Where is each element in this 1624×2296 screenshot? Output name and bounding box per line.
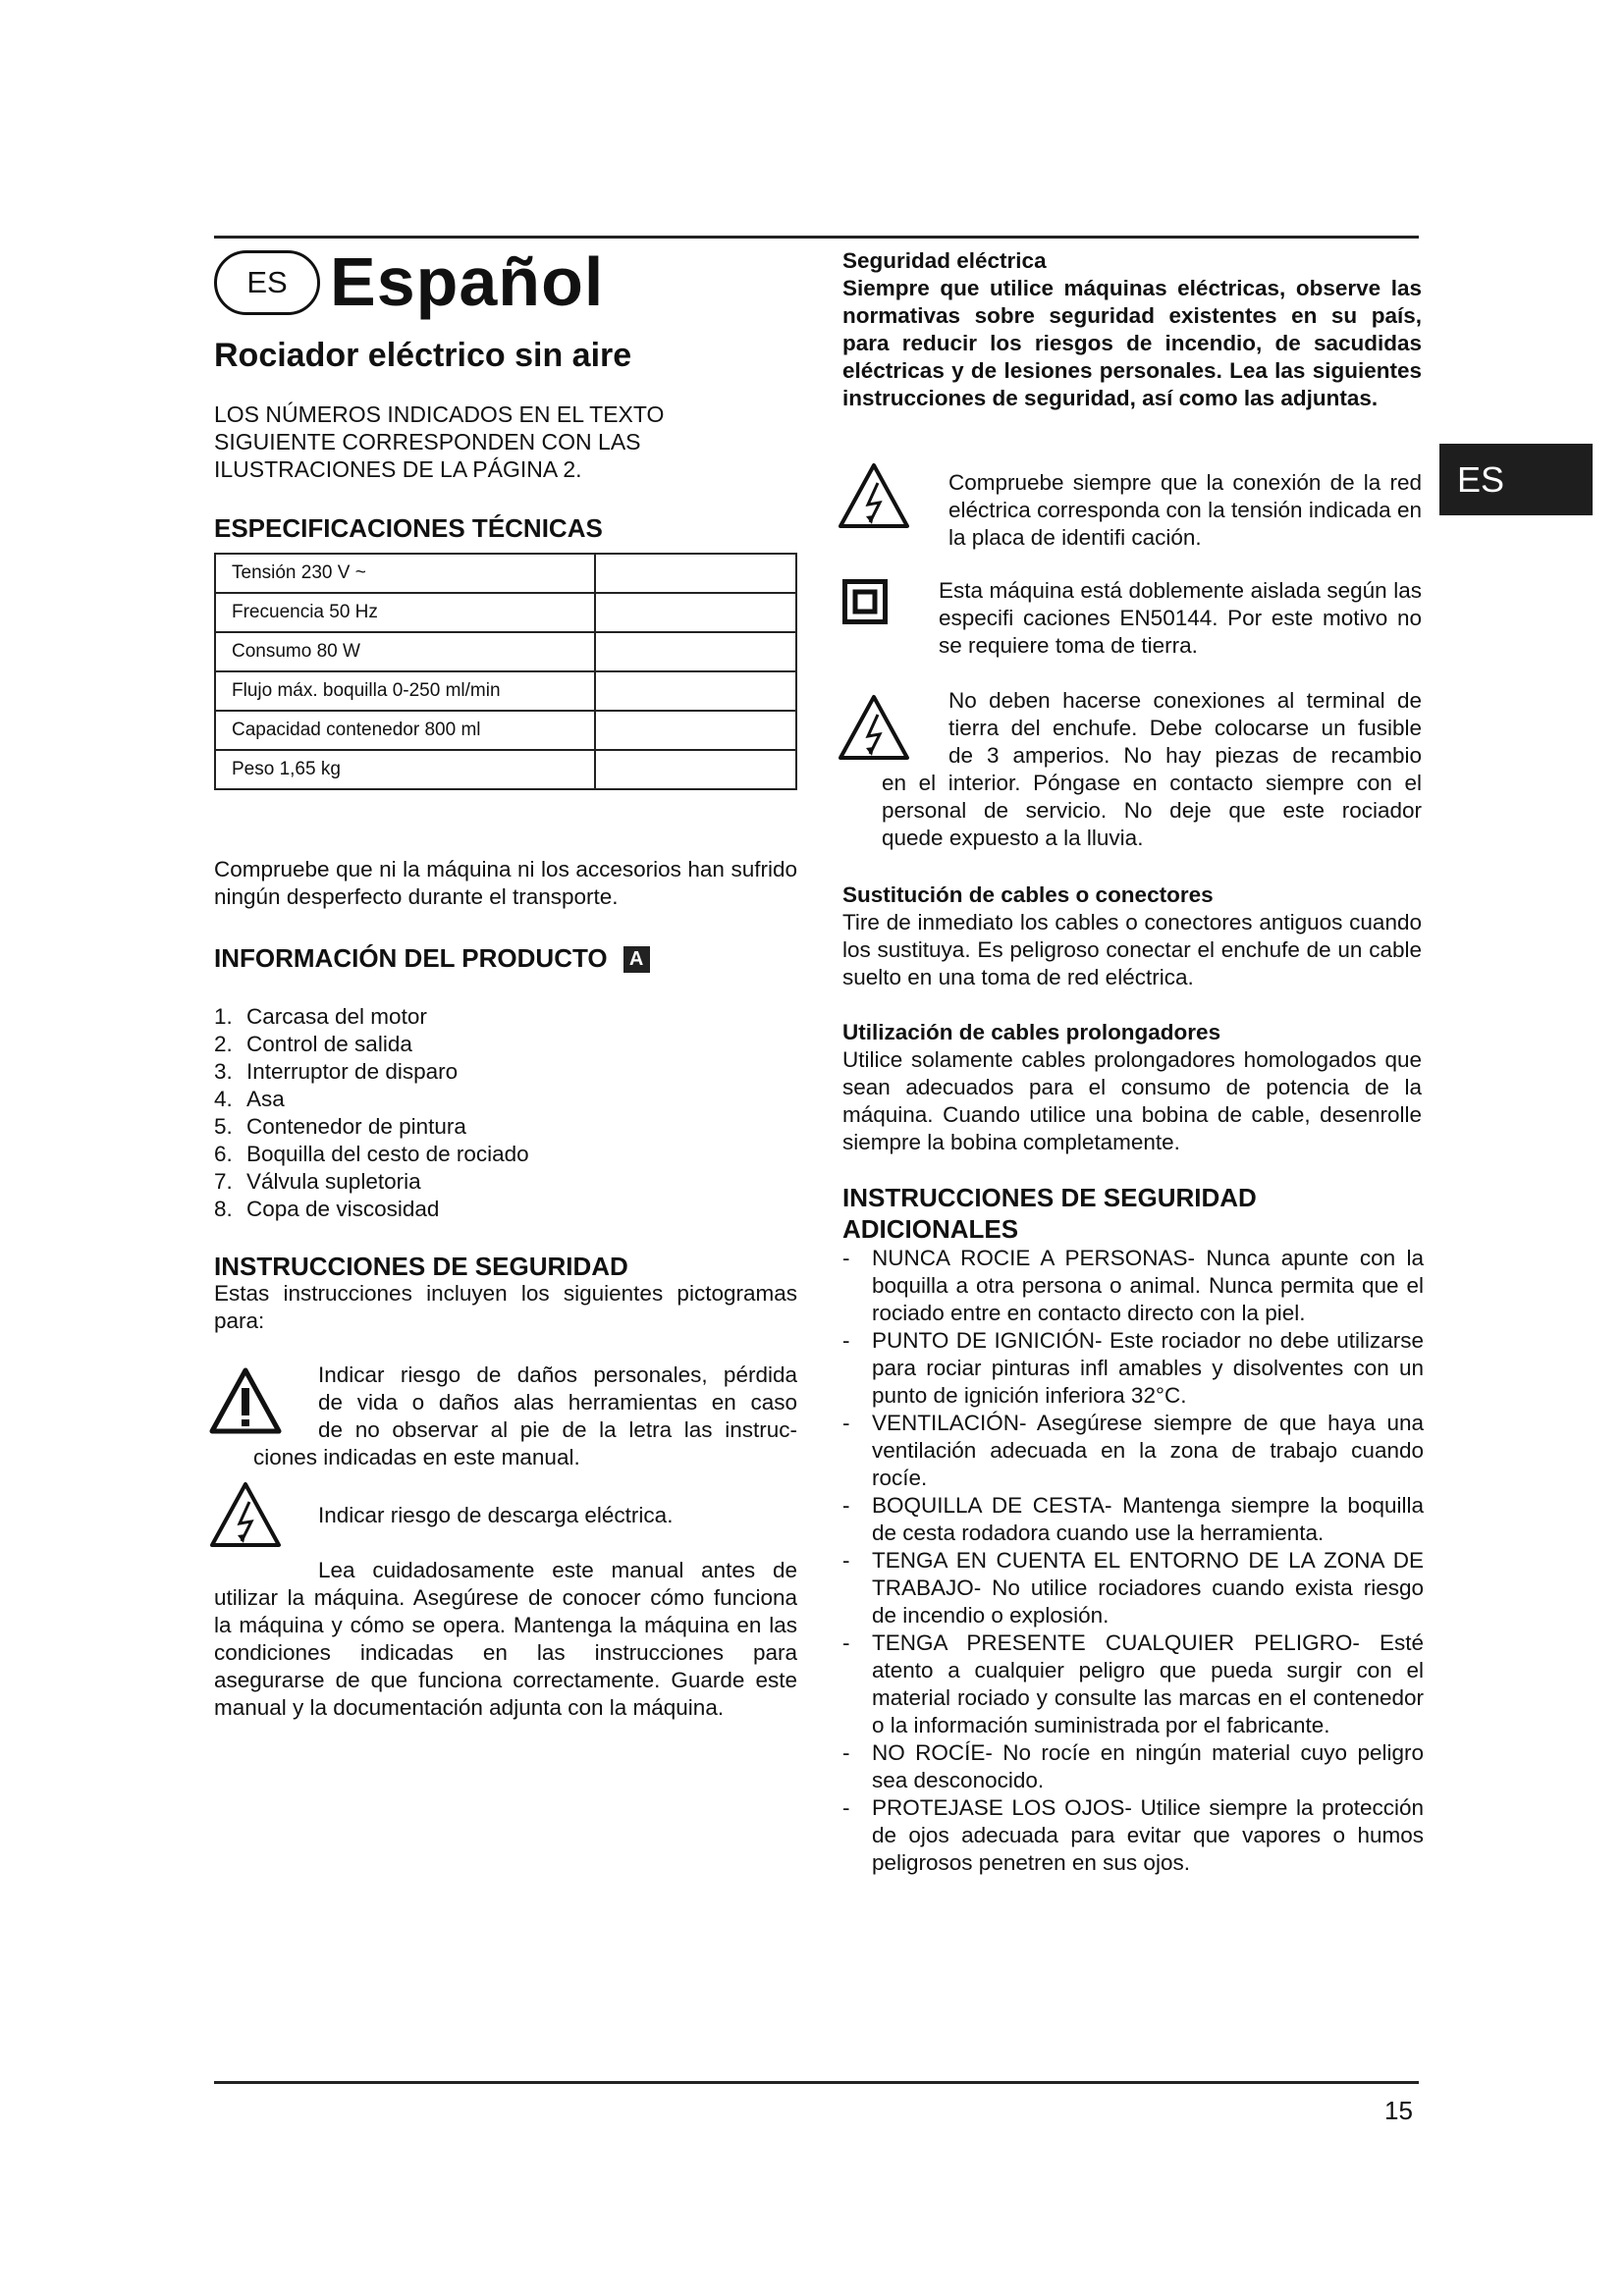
table-row [215,632,796,671]
electric-shock-icon [837,461,911,530]
warning-shock-text: Indicar riesgo de descarga eléctrica. [318,1503,674,1527]
intro-note: LOS NÚMEROS INDICADOS EN EL TEXTO SIGUIENTE CORRESPONDEN CON LAS ILUSTRACIONES DE LA PÁGINA 2. [214,401,665,482]
bottom-rule [214,2081,1419,2084]
table-row [215,711,796,750]
spec-cell: Capacidad contenedor 800 ml [215,711,595,750]
list-item: - PROTEJASE LOS OJOS- Utilice siempre la protección de ojos adecuada para evitar que vapores o humos peligrosos penetren en sus ojos. [842,1795,1424,1875]
spec-value-cell [595,711,796,750]
double-insulation-text: Esta máquina está doblemente aislada según las especifi caciones EN50144. Por este motivo no se requiere toma de tierra. [939,578,1422,658]
read-manual-text: Lea cuidadosamente este manual antes de utilizar la máquina. Asegúrese de conocer cómo funciona la máquina y cómo se opera. Mantenga la máquina en las condiciones indicadas en las instrucciones para asegurarse de que funciona correctamente. Guarde este manual y la documentación adjunta con la máquina. [214,1558,797,1720]
extension-text: Utilice solamente cables prolongadores homologados que sean adecuados para el consumo de potencia de la máquina. Cuando utilice una bobina de cable, desenrolle siempre la bobina completamente. [842,1047,1422,1154]
list-item: 4. Asa [214,1087,285,1111]
electrical-section [842,247,1422,412]
spec-value-cell [595,750,796,789]
list-item: - PUNTO DE IGNICIÓN- Este rociador no debe utilizarse para rociar pinturas infl amables y disolventes con un punto de ignición inferiora 32°C. [842,1328,1424,1408]
page-number: 15 [1384,2096,1413,2125]
spec-cell: Tensión 230 V ~ [215,554,595,593]
list-item: 5. Contenedor de pintura [214,1114,466,1139]
product-parts-list [214,1003,797,1223]
voltage-check-text: Compruebe siempre que la conexión de la red eléctrica corresponda con la tensión indicada en la placa de identifi cación. [948,470,1422,550]
page-title: Español [330,243,605,320]
spec-value-cell [595,593,796,632]
spec-value-cell [595,632,796,671]
page-subtitle: Rociador eléctrico sin aire [214,337,632,374]
additional-safety-section [842,1182,1424,1877]
table-row [215,671,796,711]
list-item: 6. Boquilla del cesto de rociado [214,1142,529,1166]
list-item: 3. Interruptor de disparo [214,1059,459,1084]
extension-heading: Utilización de cables prolongadores [842,1020,1221,1044]
table-row [215,554,796,593]
list-item: - VENTILACIÓN- Asegúrese siempre de que haya una ventilación adecuada en la zona de trabajo cuando rocíe. [842,1411,1424,1490]
list-item: - NO ROCÍE- No rocíe en ningún material cuyo peligro sea desconocido. [842,1740,1424,1792]
spec-cell: Consumo 80 W [215,632,595,671]
cables-heading: Sustitución de cables o conectores [842,882,1214,907]
specs-table [214,553,797,790]
electrical-intro: Siempre que utilice máquinas eléctricas, observe las normativas sobre seguridad existentes en su país, para reducir los riesgos de incendio, de sacudidas eléctricas y de lesiones personales. Lea las siguientes instrucciones de seguridad, así como las adjuntas. [842,276,1422,410]
product-info-heading: INFORMACIÓN DEL PRODUCTO A [214,942,650,974]
list-item: 1. Carcasa del motor [214,1004,427,1029]
electrical-heading: Seguridad eléctrica [842,248,1047,273]
figure-ref-badge: A [623,946,650,973]
list-item: - BOQUILLA DE CESTA- Mantenga siempre la boquilla de cesta rodadora cuando use la herramienta. [842,1493,1424,1545]
list-item: 2. Control de salida [214,1032,412,1056]
language-badge: ES [214,250,320,315]
spec-cell: Peso 1,65 kg [215,750,595,789]
list-item: 7. Válvula supletoria [214,1169,421,1194]
list-item: - TENGA EN CUENTA EL ENTORNO DE LA ZONA DE TRABAJO- No utilice rociadores cuando exista riesgo de incendio o explosión. [842,1548,1424,1628]
transport-note: Compruebe que ni la máquina ni los accesorios han sufrido ningún desperfecto durante el transporte. [214,857,797,909]
safety-intro: Estas instrucciones incluyen los siguientes pictogramas para: [214,1281,797,1333]
list-item: 8. Copa de viscosidad [214,1197,440,1221]
cables-section [842,881,1422,991]
electric-shock-icon [208,1480,283,1549]
additional-heading: INSTRUCCIONES DE SEGURIDAD ADICIONALES [842,1183,1257,1244]
earth-warning-text: No deben hacerse conexiones al terminal de tierra del enchufe. Debe colocarse un fusible de 3 amperios. No hay piezas de recambio en el interior. Póngase en contacto siempre con el personal de servicio. No deje que este rociador quede expuesto a la lluvia. [882,688,1422,850]
language-side-tab: ES [1439,444,1593,515]
spec-cell: Flujo máx. boquilla 0-250 ml/min [215,671,595,711]
cables-text: Tire de inmediato los cables o conectores antiguos cuando los sustituya. Es peligroso conectar el enchufe de un cable suelto en una toma de red eléctrica. [842,910,1422,989]
spec-value-cell [595,671,796,711]
safety-heading: INSTRUCCIONES DE SEGURIDAD [214,1252,628,1281]
specs-heading: ESPECIFICACIONES TÉCNICAS [214,513,603,543]
extension-section [842,1019,1422,1156]
spec-cell: Frecuencia 50 Hz [215,593,595,632]
spec-value-cell [595,554,796,593]
double-insulation-icon [842,579,888,624]
table-row [215,593,796,632]
table-row [215,750,796,789]
list-item: - TENGA PRESENTE CUALQUIER PELIGRO- Esté atento a cualquier peligro que pueda surgir con el material rociado y consulte las marcas en el contenedor o la información suministrada por el fabricante. [842,1630,1424,1737]
list-item: - NUNCA ROCIE A PERSONAS- Nunca apunte con la boquilla a otra persona o animal. Nunca permita que el rociado entre en contacto directo con la piel. [842,1246,1424,1325]
warning-general-text: Indicar riesgo de daños personales, pérdida de vida o daños alas herramientas en caso de no observar al pie de la letra las instruc- ciones indicadas en este manual. [253,1362,797,1469]
additional-list [842,1245,1424,1877]
